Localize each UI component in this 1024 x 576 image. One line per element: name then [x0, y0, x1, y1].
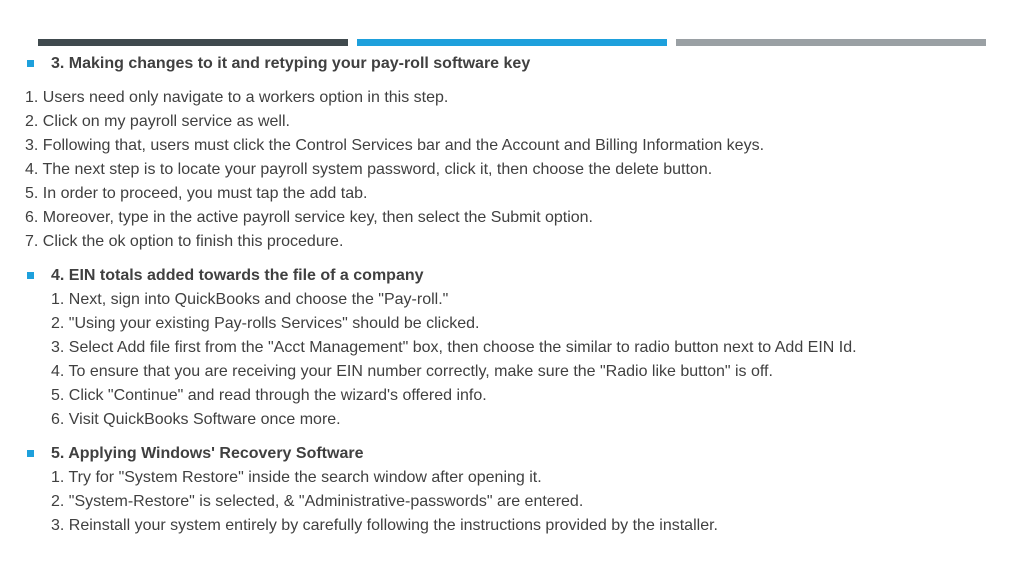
top-accent-bar-gray [676, 39, 986, 46]
square-bullet-icon [27, 450, 34, 457]
list-item: 1. Try for "System Restore" inside the search window after opening it. [51, 469, 542, 486]
section-payroll-key [25, 52, 1000, 254]
section-heading: 3. Making changes to it and retyping your pay-roll software key [51, 55, 531, 72]
list-item: 3. Select Add file first from the "Acct Management" box, then choose the similar to radio button next to Add EIN Id. [51, 339, 857, 356]
list-item: 3. Following that, users must click the Control Services bar and the Account and Billing Information keys. [25, 137, 765, 154]
list-item: 4. The next step is to locate your payroll system password, click it, then choose the delete button. [25, 161, 713, 178]
steps-list [25, 466, 1000, 538]
slide-content [25, 52, 1000, 538]
section-heading: 5. Applying Windows' Recovery Software [51, 445, 364, 462]
section-heading: 4. EIN totals added towards the file of a company [51, 267, 424, 284]
list-item: 7. Click the ok option to finish this procedure. [25, 233, 344, 250]
list-item: 1. Users need only navigate to a workers option in this step. [25, 89, 449, 106]
list-item: 2. "Using your existing Pay-rolls Services" should be clicked. [51, 315, 480, 332]
list-item: 6. Visit QuickBooks Software once more. [51, 411, 341, 428]
section-windows-recovery [25, 442, 1000, 538]
steps-list [25, 288, 1000, 432]
steps-list [25, 86, 1000, 254]
top-accent-bar-blue [357, 39, 667, 46]
list-item: 5. In order to proceed, you must tap the add tab. [25, 185, 368, 202]
top-accent-bar-dark [38, 39, 348, 46]
list-item: 1. Next, sign into QuickBooks and choose the "Pay-roll." [51, 291, 449, 308]
list-item: 6. Moreover, type in the active payroll service key, then select the Submit option. [25, 209, 593, 226]
list-item: 5. Click "Continue" and read through the wizard's offered info. [51, 387, 487, 404]
list-item: 3. Reinstall your system entirely by carefully following the instructions provided by the installer. [51, 517, 718, 534]
list-item: 2. Click on my payroll service as well. [25, 113, 290, 130]
list-item: 4. To ensure that you are receiving your EIN number correctly, make sure the "Radio like button" is off. [51, 363, 773, 380]
section-ein-totals [25, 264, 1000, 432]
list-item: 2. "System-Restore" is selected, & "Administrative-passwords" are entered. [51, 493, 584, 510]
square-bullet-icon [27, 60, 34, 67]
square-bullet-icon [27, 272, 34, 279]
